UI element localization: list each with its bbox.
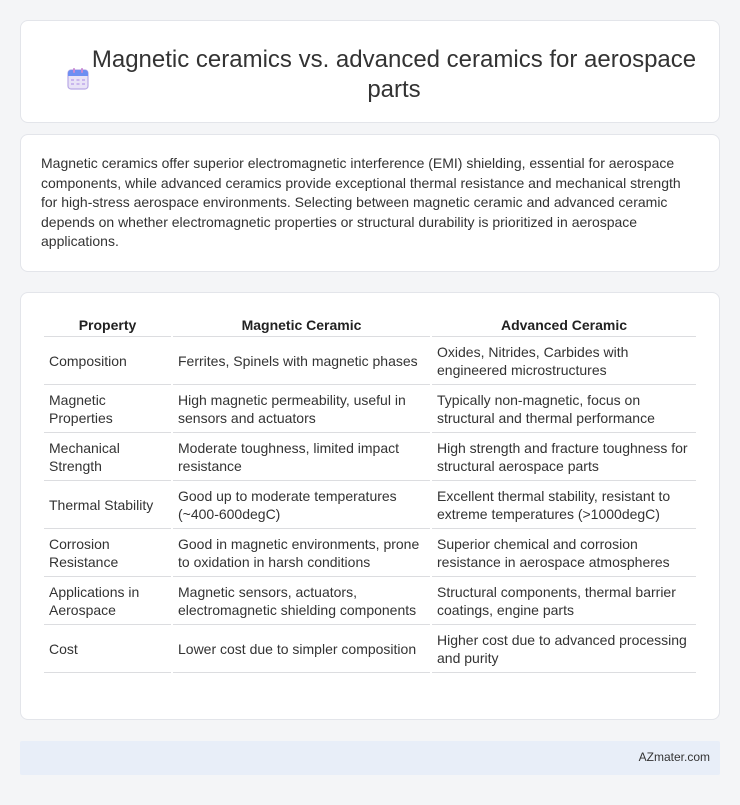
footer-brand: AZmater.com: [638, 750, 710, 764]
advanced-cell: Excellent thermal stability, resistant to extreme temperatures (>1000degC): [432, 481, 696, 529]
advanced-cell: Superior chemical and corrosion resistance in aerospace atmospheres: [432, 529, 696, 577]
comparison-table-card: [20, 292, 720, 720]
magnetic-cell: Good up to moderate temperatures (~400-600degC): [173, 481, 430, 529]
table-row: [44, 529, 696, 577]
table-row: [44, 625, 696, 673]
magnetic-cell: Good in magnetic environments, prone to oxidation in harsh conditions: [173, 529, 430, 577]
advanced-cell: Structural components, thermal barrier coatings, engine parts: [432, 577, 696, 625]
magnetic-cell: Ferrites, Spinels with magnetic phases: [173, 337, 430, 385]
property-cell: Mechanical Strength: [44, 433, 171, 481]
table-row: [44, 385, 696, 433]
magnetic-cell: Moderate toughness, limited impact resistance: [173, 433, 430, 481]
property-cell: Cost: [44, 625, 171, 673]
table-row: [44, 433, 696, 481]
magnetic-cell: High magnetic permeability, useful in sensors and actuators: [173, 385, 430, 433]
summary-text: Magnetic ceramics offer superior electromagnetic interference (EMI) shielding, essential for aerospace components, while advanced ceramics provide exceptional thermal resistance and mechanical strength for high-stress aerospace environments. Selecting between magnetic ceramic and advanced ceramic depends on whether electromagnetic properties or structural durability is prioritized in aerospace applications.: [41, 155, 681, 250]
title-card: [20, 20, 720, 123]
header-property: Property: [44, 313, 171, 337]
table-header-row: [44, 313, 696, 337]
advanced-cell: High strength and fracture toughness for structural aerospace parts: [432, 433, 696, 481]
comparison-table: [42, 313, 698, 673]
table-row: [44, 577, 696, 625]
magnetic-cell: Lower cost due to simpler composition: [173, 625, 430, 673]
summary-card: [20, 134, 720, 272]
property-cell: Composition: [44, 337, 171, 385]
page-title: Magnetic ceramics vs. advanced ceramics for aerospace parts: [91, 46, 697, 103]
header-magnetic-ceramic: Magnetic Ceramic: [173, 313, 430, 337]
table-row: [44, 337, 696, 385]
header-advanced-ceramic: Advanced Ceramic: [432, 313, 696, 337]
advanced-cell: Oxides, Nitrides, Carbides with engineered microstructures: [432, 337, 696, 385]
advanced-cell: Higher cost due to advanced processing and purity: [432, 625, 696, 673]
property-cell: Applications in Aerospace: [44, 577, 171, 625]
table-row: [44, 481, 696, 529]
magnetic-cell: Magnetic sensors, actuators, electromagnetic shielding components: [173, 577, 430, 625]
advanced-cell: Typically non-magnetic, focus on structural and thermal performance: [432, 385, 696, 433]
property-cell: Thermal Stability: [44, 481, 171, 529]
footer-bar: [20, 741, 720, 775]
property-cell: Magnetic Properties: [44, 385, 171, 433]
property-cell: Corrosion Resistance: [44, 529, 171, 577]
